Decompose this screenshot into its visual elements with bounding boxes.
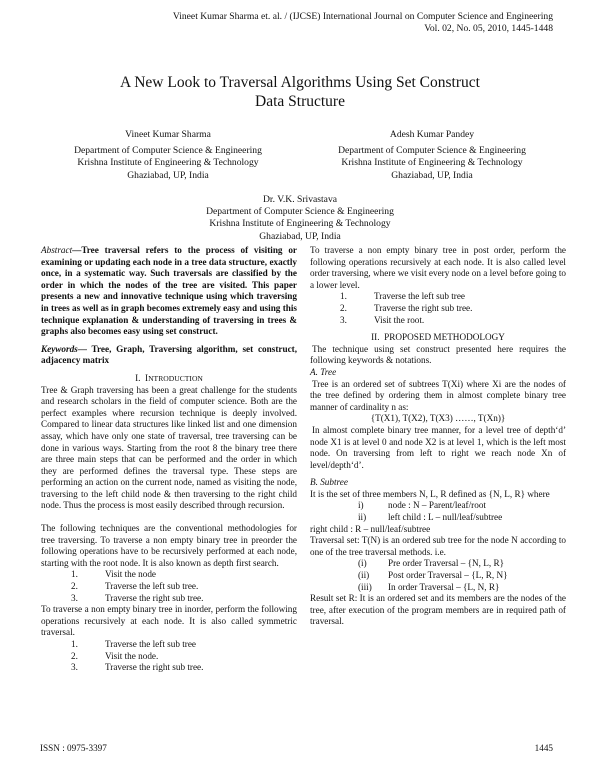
left-column: [41, 245, 297, 674]
subsection-tree: A. Tree: [310, 366, 337, 377]
author-block-3: [150, 194, 450, 243]
list-num: 2.: [340, 302, 347, 313]
list-text: Visit the node: [105, 569, 156, 580]
traversal-item: [310, 582, 566, 594]
right-column: [310, 245, 566, 628]
list-num: 1.: [71, 569, 78, 580]
list-num: 3.: [71, 662, 78, 673]
trav-num: (ii): [358, 570, 370, 581]
intro-paragraph-2: The following techniques are the conventional methodologies for tree traversing. To traverse a non empty binary tree in preorder the following operations have to be recursively performed at each node, starting with the root node. It is also known as depth first search.: [41, 523, 297, 568]
list-text: Traverse the right sub tree.: [105, 662, 204, 673]
subsection-subtree: B. Subtree: [310, 477, 348, 488]
def-num: i): [358, 500, 364, 511]
author-city: Ghaziabad, UP, India: [127, 169, 209, 181]
list-num: 2.: [71, 650, 78, 661]
list-item: [41, 569, 297, 581]
list-num: 2.: [71, 581, 78, 592]
tree-set: {T(X1), T(X2), T(X3) ……, T(Xn)}: [370, 413, 506, 424]
list-text: Traverse the left sub tree: [374, 291, 465, 302]
trav-num: (i): [358, 558, 367, 569]
tree-paragraph-2: In almost complete binary tree manner, for a level tree of depth‘d’ node X1 is at level 0 and node X2 is at level 1, which is the left most node. On traversing from left to right we reach node Xn of level/depth‘d’.: [310, 424, 566, 470]
author-city: Ghaziabad, UP, India: [259, 230, 341, 242]
traversal-item: [310, 558, 566, 570]
list-num: 1.: [340, 291, 347, 302]
author-inst: Krishna Institute of Engineering & Technology: [209, 218, 391, 230]
section-num: II.: [371, 332, 380, 343]
paper-title: [0, 73, 600, 111]
right-paragraph-1: To traverse a non empty binary tree in post order, perform the following operations recursively at each node. It is also called level order traversing, where we visit every node on a level before going to a lower level.: [310, 245, 566, 290]
author-block-1: [40, 129, 296, 182]
abstract: [41, 245, 297, 338]
list-text: Visit the node.: [105, 650, 159, 661]
author-city: Ghaziabad, UP, India: [391, 169, 473, 181]
list-num: 1.: [71, 639, 78, 649]
traversal-item: [310, 570, 566, 582]
list-text: Traverse the left sub tree: [105, 639, 196, 649]
list-item: [310, 315, 566, 327]
header-line-1: Vineet Kumar Sharma et. al. / (IJCSE) International Journal on Computer Science and Engineering: [172, 11, 553, 22]
title-line-1: A New Look to Traversal Algorithms Using Set Construct: [120, 74, 480, 91]
keywords-text: — Tree, Graph, Traversing algorithm, set construct, adjacency matrix: [41, 343, 297, 366]
definition-right-child: right child : R – null/leaf/subtree: [310, 523, 431, 534]
definition-item: [310, 500, 566, 512]
list-text: Traverse the right sub tree.: [105, 592, 204, 603]
intro-paragraph-3: To traverse a non empty binary tree in inorder, perform the following operations recursively at each node. It is also called symmetric traversal.: [41, 604, 297, 638]
methodology-paragraph: The technique using set construct presented here requires the following keywords & notations.: [310, 343, 566, 366]
abstract-text: —Tree traversal refers to the process of visiting or examining or updating each node in a tree data structure, exactly once, in a systematic way. Such traversals are classified by the order in which the nodes of the tree are visited. This paper presents a new and innovative technique using which traversing in trees as well as in graph becomes extremely easy and using this technique explanation & understanding of traversing in trees & graphs also becomes easy using set construct.: [41, 245, 297, 337]
traversal-set-paragraph: Traversal set: T(N) is an ordered sub tree for the node N according to one of the tree traversal methods. i.e.: [310, 535, 566, 557]
definition-item: [310, 512, 566, 524]
tree-paragraph: Tree is an ordered set of subtrees T(Xi) where Xi are the nodes of the tree defined by ordering them in almost complete binary tree manner of cardinality n as:: [310, 378, 566, 412]
running-header: [173, 11, 553, 35]
header-line-2: Vol. 02, No. 05, 2010, 1445-1448: [424, 23, 553, 34]
author-inst: Krishna Institute of Engineering & Technology: [77, 157, 259, 169]
trav-num: (iii): [358, 581, 372, 592]
section-heading-intro: [41, 373, 297, 385]
intro-paragraph-1: Tree & Graph traversing has been a great challenge for the students and research scholars in the field of computer science. Both are the perfect examples where recursion technique is deeply involved. Compared to linear data structures like linked list and one dimension assay, which have only one state of traversal, tree traversing can be done in various ways. Starting from the root 8 the binary tree there are three main steps that can be performed and the order in which they are performed defines the traversal type. These steps are performing an action on the current node, named as visiting the node, traversing to the left child node & then traversing to the right child node. Thus the process is most easily described through recursion.: [41, 384, 297, 511]
trav-text: In order Traversal – {L, N, R}: [388, 581, 500, 592]
section-heading-methodology: [310, 332, 566, 344]
list-text: Traverse the left sub tree.: [105, 581, 199, 592]
list-item: [41, 581, 297, 593]
footer-page-number: 1445: [534, 743, 553, 753]
list-item: [41, 651, 297, 663]
author-name: Adesh Kumar Pandey: [389, 129, 475, 140]
section-rest: NTRODUCTION: [148, 373, 203, 383]
section-title: PROPOSED METHODOLOGY: [384, 332, 505, 343]
footer-issn: ISSN : 0975-3397: [40, 743, 107, 753]
trav-text: Post order Traversal – {L, R, N}: [388, 570, 508, 581]
list-num: 3.: [340, 314, 347, 325]
section-num: I.: [135, 372, 141, 383]
author-dept: Department of Computer Science & Engineering: [74, 145, 262, 157]
author-name: Dr. V.K. Srivastava: [263, 194, 337, 205]
author-dept: Department of Computer Science & Engineering: [338, 145, 526, 157]
author-inst: Krishna Institute of Engineering & Technology: [341, 157, 523, 169]
title-line-2: Data Structure: [255, 93, 345, 110]
author-name: Vineet Kumar Sharma: [125, 129, 211, 140]
def-text: node : N – Parent/leaf/root: [388, 500, 486, 511]
trav-text: Pre order Traversal – {N, L, R}: [388, 558, 504, 569]
abstract-label: Abstract: [41, 245, 73, 255]
section-first-letter: I: [145, 372, 149, 383]
list-item: [310, 303, 566, 315]
keywords-label: Keywords: [41, 343, 78, 354]
list-num: 3.: [71, 592, 78, 603]
list-item: [310, 291, 566, 303]
list-item: [41, 639, 297, 651]
author-dept: Department of Computer Science & Engineering: [206, 206, 394, 218]
list-item: [41, 593, 297, 605]
list-item: [41, 662, 297, 674]
keywords: [41, 344, 297, 367]
result-set-paragraph: Result set R: It is an ordered set and its members are the nodes of the tree, after execution of the program members are in required path of traversal.: [310, 593, 566, 627]
def-num: ii): [358, 512, 367, 523]
subtree-paragraph: It is the set of three members N, L, R defined as {N, L, R} where: [310, 488, 550, 499]
author-block-2: [304, 129, 560, 182]
def-text: left child : L – null/leaf/subtree: [388, 512, 503, 523]
list-text: Traverse the right sub tree.: [374, 302, 473, 313]
list-text: Visit the root.: [374, 314, 425, 325]
